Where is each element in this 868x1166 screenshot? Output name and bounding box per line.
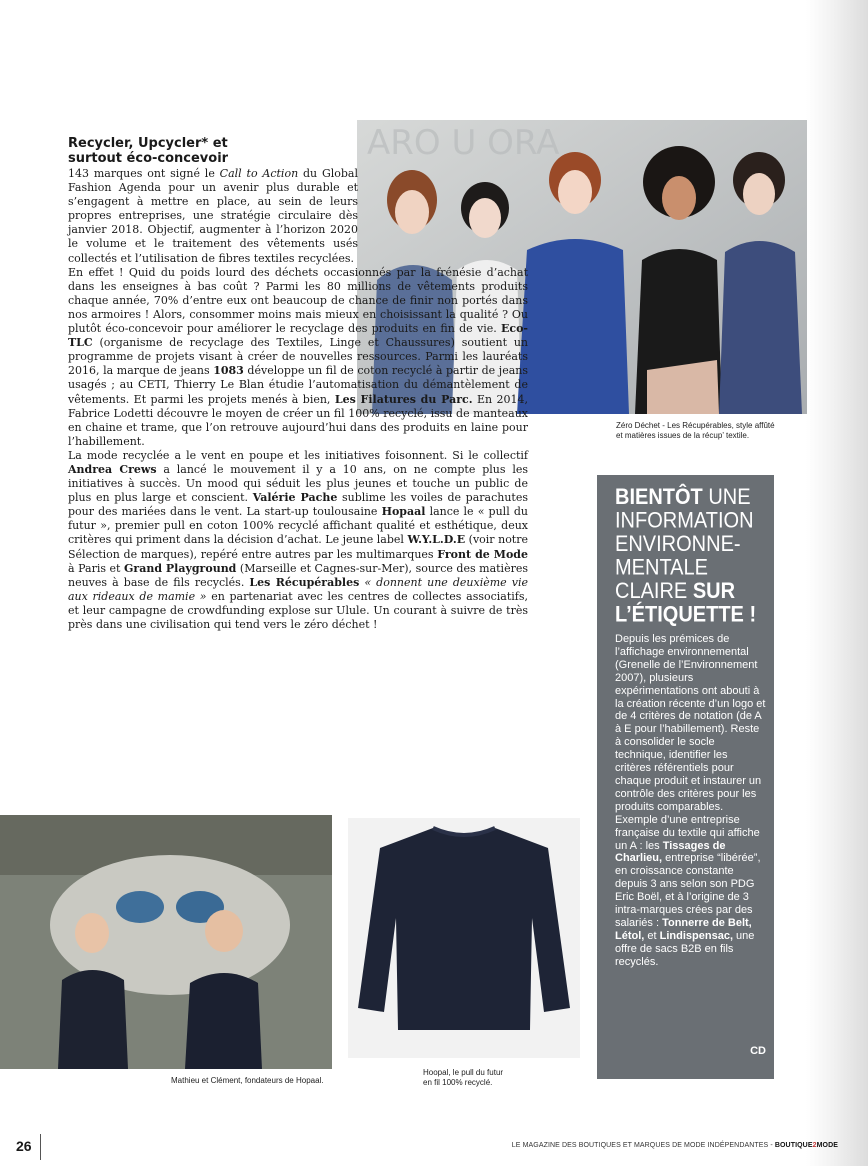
p3-bold-hopaal: Hopaal <box>381 505 426 519</box>
page-number: 26 <box>16 1138 32 1154</box>
sidebar-title-normal: UNE INFORMATION ENVIRONNE-MENTALE CLAIRE <box>615 485 754 604</box>
caption-sweater-line1: Hoopal, le pull du futur <box>423 1068 504 1077</box>
paragraph-1 <box>68 167 358 266</box>
sidebar-signature: CD <box>750 1045 766 1057</box>
heading-line-2: surtout éco-concevoir <box>68 151 229 166</box>
p2-text-e: En 2014, Fabrice Lodetti découvre le moyen de créer un fil 100% recyclé, issu de manteaux en chaine et trame, que l’on retrouve aujourd’hui dans des produits en laine pour l’habillement. <box>68 392 528 448</box>
footer-magazine-text: LE MAGAZINE DES BOUTIQUES ET MARQUES DE MODE INDÉPENDANTES - <box>511 1142 775 1149</box>
sidebar-text-c: entreprise “libérée”, en croissance constante depuis 3 ans selon son PDG Eric Boël, et à l’origine de 3 intra-marques crées par des salariés : <box>615 852 761 929</box>
p1-text-b: du Global Fashion Agenda pour un avenir plus durable et s’engagent à mettre en place, au sein de leurs propres entreprises, une stratégie circulaire dès janvier 2018. Objectif, augmenter à l’horizon 2020 le volume et le traitement des vêtements usés collectés et l’utilisation de fibres textiles recyclées. <box>68 167 359 265</box>
p3-bold-recuperables: Les Récupérables <box>249 575 360 589</box>
p2-text-a: En effet ! Quid du poids lourd des déchets occasionnés par la frénésie d’achat dans les enseignes à bas coût ? Parmi les 80 millions de vêtements produits chaque année, 70% d’entre eux ont beaucoup de chance de finir non portés dans nos armoires ! Alors, consommer moins mais mieux en choisissant la qualité ? Ou plutôt éco-concevoir pour améliorer le recyclage des produits en fin de vie. <box>68 265 528 336</box>
caption-founders: Mathieu et Clément, fondateurs de Hopaal. <box>171 1076 324 1085</box>
paragraph-2 <box>68 266 528 449</box>
photo-founders <box>0 815 332 1069</box>
sidebar-bold-tissages: Tissages de Charlieu, <box>615 839 726 865</box>
p3-bold-front-de-mode: Front de Mode <box>437 547 528 561</box>
photo-sweater <box>348 818 580 1058</box>
p3-text-a: La mode recyclée a le vent en poupe et les initiatives foisonnent. Si le collectif <box>68 448 528 462</box>
caption-models <box>616 421 816 441</box>
sidebar-title-bold-1: BIENTÔT <box>615 485 703 510</box>
sidebar-body <box>597 611 774 969</box>
p2-text-d: développe un fil de coton recyclé à partir de jeans usagés ; au CETI, Thierry Le Blan étudie l’automatisation du démantèlement de vêtements. Et parmi les projets menés à bien, <box>68 364 528 406</box>
article-heading <box>68 136 528 166</box>
heading-line-1: Recycler, Upcycler* et <box>68 136 228 151</box>
p3-text-c: a lancé le mouvement il y a 10 ans, on ne compte plus les initiatives à succès. Un mood qui séduit les plus jeunes et touche un public de plus en plus large et conscient. <box>68 462 529 505</box>
caption-sweater <box>423 1068 543 1088</box>
sidebar-bold-lindispensac: Lindispensac, <box>659 929 733 942</box>
p3-text-f: (voir notre Sélection de marques), repéré entre autres par les multimarques <box>68 533 528 561</box>
footer-brand-a: BOUTIQUE <box>774 1142 813 1149</box>
footer-brand-c: MODE <box>816 1142 838 1149</box>
p3-text-d: sublime les voiles de parachutes pour des mariées dans le vent. La start-up toulousaine <box>68 491 528 519</box>
article <box>68 136 528 632</box>
page-edge-shadow <box>806 0 868 1166</box>
p1-text-a: 143 marques ont signé le <box>68 167 220 180</box>
p3-bold-grand-playground: Grand Playground <box>124 561 237 575</box>
p2-bold-filatures: Les Filatures du Parc. <box>334 392 473 406</box>
sidebar-text-a: Depuis les prémices de l’affichage environnemental (Grenelle de l’Environnement 2007), plusieurs expérimentations ont abouti à la création récente d’un logo et de 4 critères de notation (de A à E pour l’habillement). Reste à consolider le socle technique, identifier les critères référentiels pour chaque produit et instaurer un contrôle des critères pour les produits comparables. Exemple d’une entreprise française du textile qui affiche un A : les <box>615 633 766 852</box>
sidebar-box <box>597 475 774 1079</box>
sidebar-text-e: une offre de sacs B2B en fils recyclés. <box>615 929 755 968</box>
p1-emphasis: Call to Action <box>219 167 299 180</box>
sidebar-bold-tonnerre: Tonnerre de Belt, Létol, <box>615 916 752 942</box>
p3-text-e: lance le « pull du futur », premier pull en coton 100% recyclé affichant qualité et esthétique, deux critères qui priment dans la décision d’achat. Le jeune label <box>68 505 528 547</box>
sidebar-title <box>597 475 774 627</box>
caption-sweater-line2: en fil 100% recyclé. <box>423 1078 493 1087</box>
p3-bold-wylde: W.Y.L.D.E <box>407 533 466 547</box>
p3-text-j: en partenariat avec les centres de collectes associatifs, et leur campagne de crowdfunding explose sur Ulule. Un courant à suivre de très près dans une civilisation qui tend vers le zéro déchet ! <box>68 589 528 631</box>
p2-text-c: (organisme de recyclage des Textiles, Linge et Chaussures) soutient un programme de projets visant à créer de nouvelles ressources. Parmi les lauréats 2016, la marque de jeans <box>68 336 528 378</box>
p2-bold-eco-tlc: Eco-TLC <box>68 322 528 350</box>
sidebar-title-bold-2: SUR L’ÉTIQUETTE ! <box>615 579 757 628</box>
sidebar-text-d: et <box>644 929 660 942</box>
p3-text-g: à Paris et <box>68 561 125 575</box>
p2-bold-1083: 1083 <box>213 364 244 378</box>
footer-brand-b: 2 <box>812 1142 817 1149</box>
paragraph-3 <box>68 449 528 632</box>
p3-bold-andrea-crews: Andrea Crews <box>68 462 157 476</box>
caption-models-line2: et matières issues de la récup’ textile. <box>616 431 750 440</box>
p3-text-h: (Marseille et Cagnes-sur-Mer), source des matières neuves à base de fils recyclés. <box>68 561 528 589</box>
svg-text:ARO U ORA: ARO U ORA <box>367 123 560 163</box>
footer-magazine <box>512 1142 838 1149</box>
article-body <box>68 167 528 632</box>
p3-bold-valerie-pache: Valérie Pache <box>252 491 338 505</box>
p3-emphasis: « donnent une deuxième vie aux rideaux de mamie » <box>68 575 529 603</box>
footer-brand <box>775 1142 838 1149</box>
footer-divider <box>40 1134 41 1160</box>
caption-models-line1: Zéro Déchet - Les Récupérables, style affûté <box>616 421 775 430</box>
